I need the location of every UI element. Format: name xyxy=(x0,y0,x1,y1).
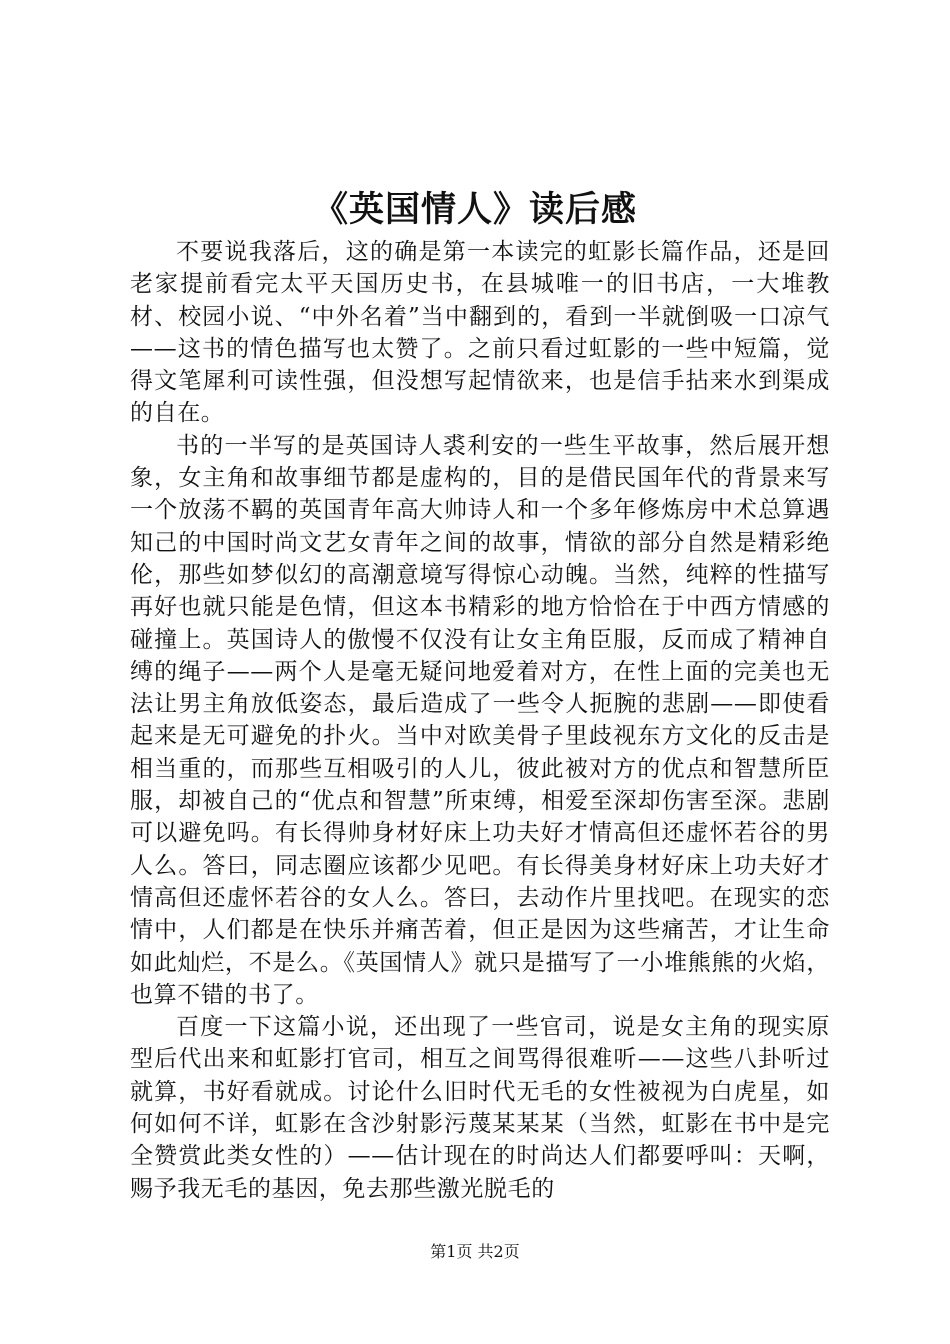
paragraph-2: 书的一半写的是英国诗人裘利安的一些生平故事，然后展开想象，女主角和故事细节都是虚构的，目的是借民国年代的背景来写一个放荡不羁的英国青年高大帅诗人和一个多年修炼房中术总算遇知己的中国时尚文艺女青年之间的故事，情欲的部分自然是精彩绝伦，那些如梦似幻的高潮意境写得惊心动魄。当然，纯粹的性描写再好也就只能是色情，但这本书精彩的地方恰恰在于中西方情感的碰撞上。英国诗人的傲慢不仅没有让女主角臣服，反而成了精神自缚的绳子——两个人是毫无疑问地爱着对方，在性上面的完美也无法让男主角放低姿态，最后造成了一些令人扼腕的悲剧——即使看起来是无可避免的扑火。当中对欧美骨子里歧视东方文化的反击是相当重的，而那些互相吸引的人儿，彼此被对方的优点和智慧所臣服，却被自己的“优点和智慧”所束缚，相爱至深却伤害至深。悲剧可以避免吗。有长得帅身材好床上功夫好才情高但还虚怀若谷的男人么。答曰，同志圈应该都少见吧。有长得美身材好床上功夫好才情高但还虚怀若谷的女人么。答曰，去动作片里找吧。在现实的恋情中，人们都是在快乐并痛苦着，但正是因为这些痛苦，才让生命如此灿烂，不是么。《英国情人》就只是描写了一小堆熊熊的火焰，也算不错的书了。 xyxy=(130,432,830,1008)
document-title: 《英国情人》读后感 xyxy=(312,189,637,230)
document-body xyxy=(130,236,830,1205)
paragraph-3: 百度一下这篇小说，还出现了一些官司，说是女主角的现实原型后代出来和虹影打官司，相互之间骂得很难听——这些八卦听过就算，书好看就成。讨论什么旧时代无毛的女性被视为白虎星，如何如何不详，虹影在含沙射影污蔑某某某（当然，虹影在书中是完全赞赏此类女性的）——估计现在的时尚达人们都要呼叫：天啊，赐予我无毛的基因，免去那些激光脱毛的 xyxy=(130,1014,830,1202)
paragraph-1: 不要说我落后，这的确是第一本读完的虹影长篇作品，还是回老家提前看完太平天国历史书，在县城唯一的旧书店，一大堆教材、校园小说、“中外名着”当中翻到的，看到一半就倒吸一口凉气——这书的情色描写也太赞了。之前只看过虹影的一些中短篇，觉得文笔犀利可读性强，但没想写起情欲来，也是信手拈来水到渠成的自在。 xyxy=(130,239,830,427)
page-footer: 第1页 共2页 xyxy=(430,1242,520,1261)
